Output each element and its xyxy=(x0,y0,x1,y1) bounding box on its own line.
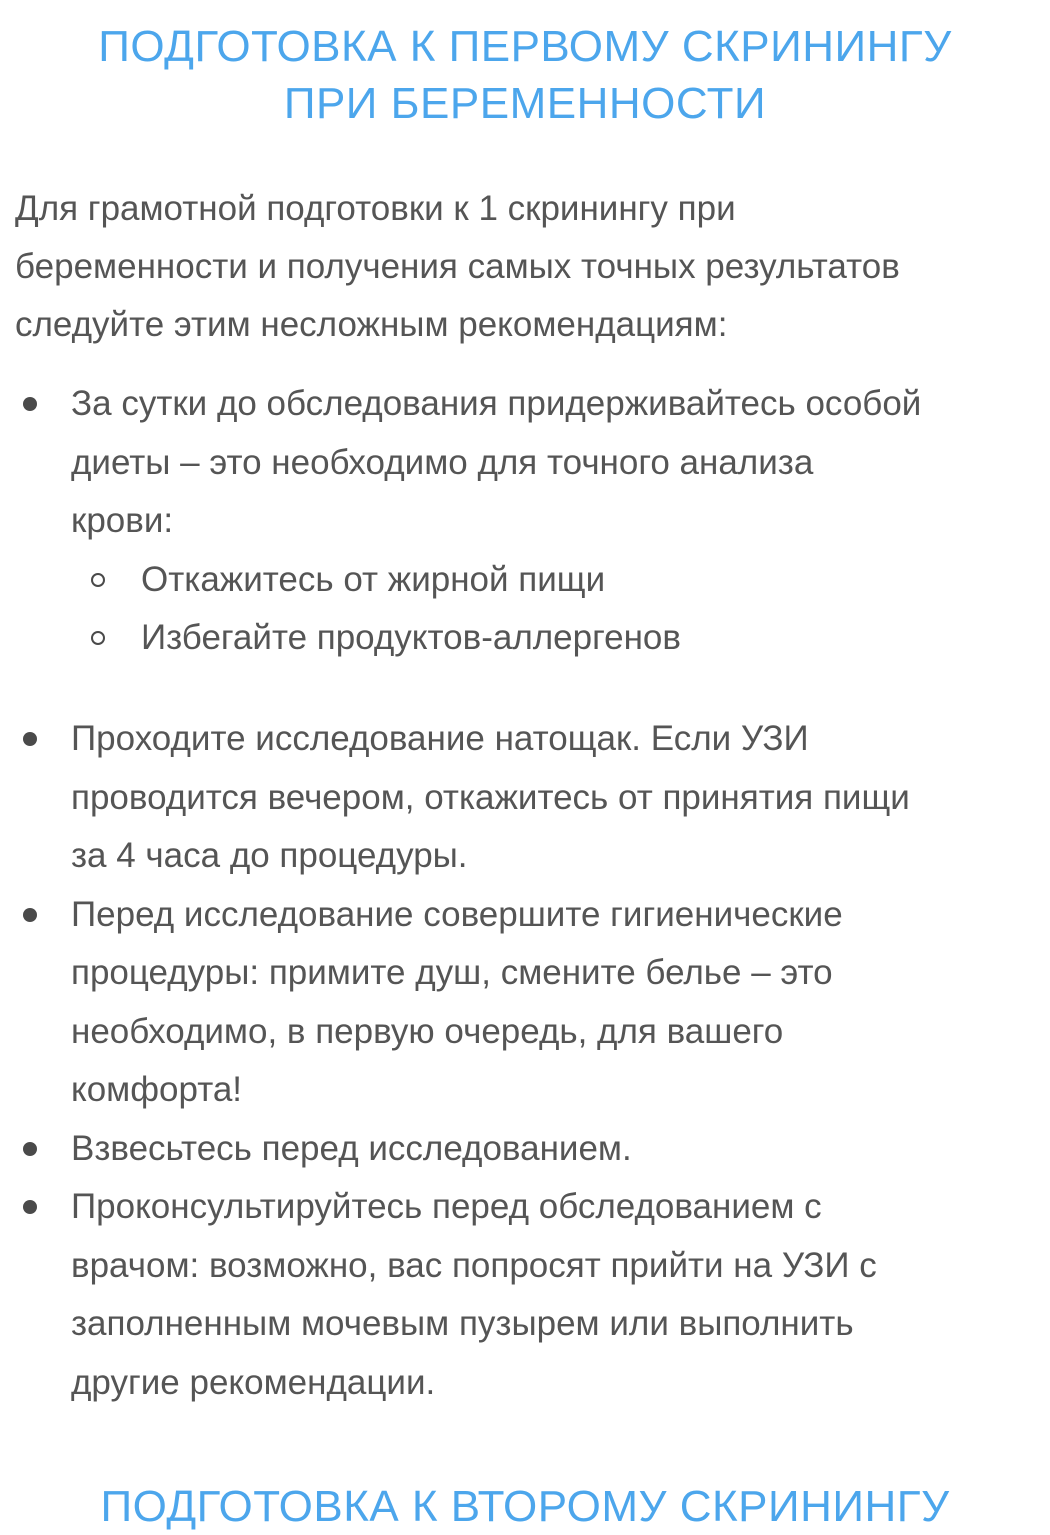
list-item-text: диеты – это необходимо для точного анализа xyxy=(71,442,814,482)
sub-list-item-text: Откажитесь от жирной пищи xyxy=(141,559,606,599)
list-item-text: другие рекомендации. xyxy=(71,1362,436,1402)
bullet-dot-icon xyxy=(23,908,37,922)
bullet-dot-icon xyxy=(23,1142,37,1156)
heading-line: ПРИ БЕРЕМЕННОСТИ xyxy=(283,79,767,128)
intro-line: Для грамотной подготовки к 1 скринингу при xyxy=(15,189,736,228)
list-item-text: крови: xyxy=(71,501,174,540)
recommendations-list-continued xyxy=(0,710,1050,1412)
intro-line: следуйте этим несложным рекомендациям: xyxy=(15,305,728,344)
list-item-hygiene xyxy=(0,886,1050,1120)
recommendations-list xyxy=(0,375,1050,668)
intro-paragraph xyxy=(15,180,1045,354)
list-item-diet xyxy=(0,375,1050,668)
list-item-text: комфорта! xyxy=(71,1070,243,1109)
heading-line: ПОДГОТОВКА К ПЕРВОМУ СКРИНИНГУ xyxy=(98,22,952,71)
heading-line: ПОДГОТОВКА К ВТОРОМУ СКРИНИНГУ xyxy=(100,1482,950,1531)
sub-list-item xyxy=(71,609,1042,668)
list-item-consult xyxy=(0,1178,1050,1412)
bullet-circle-icon xyxy=(91,631,105,645)
intro-line: беременности и получения самых точных результатов xyxy=(15,247,900,286)
list-item-weigh xyxy=(0,1120,1050,1179)
bullet-dot-icon xyxy=(23,732,37,746)
section-heading-first-screening xyxy=(0,18,1050,132)
list-item-text: Взвесьтесь перед исследованием. xyxy=(71,1128,632,1168)
list-item-text: Проходите исследование натощак. Если УЗИ xyxy=(71,719,809,758)
list-item-text: врачом: возможно, вас попросят прийти на УЗИ с xyxy=(71,1245,877,1285)
list-item-text: процедуры: примите душ, смените белье – это xyxy=(71,953,833,992)
section-heading-second-screening xyxy=(0,1478,1050,1535)
bullet-dot-icon xyxy=(23,1200,37,1214)
sub-list-item xyxy=(71,551,1042,610)
bullet-dot-icon xyxy=(23,397,37,411)
list-item-fasting xyxy=(0,710,1050,886)
bullet-circle-icon xyxy=(91,573,105,587)
list-item-text: Перед исследование совершите гигиенические xyxy=(71,894,843,934)
list-item-text: необходимо, в первую очередь, для вашего xyxy=(71,1011,784,1051)
list-item-text: заполненным мочевым пузырем или выполнить xyxy=(71,1304,854,1343)
sub-list-item-text: Избегайте продуктов-аллергенов xyxy=(141,618,681,657)
list-item-text: За сутки до обследования придерживайтесь особой xyxy=(71,384,922,423)
diet-sub-list xyxy=(71,551,1042,668)
list-item-text: проводится вечером, откажитесь от принятия пищи xyxy=(71,777,910,817)
list-item-text: за 4 часа до процедуры. xyxy=(71,836,468,875)
list-item-text: Проконсультируйтесь перед обследованием с xyxy=(71,1187,822,1226)
